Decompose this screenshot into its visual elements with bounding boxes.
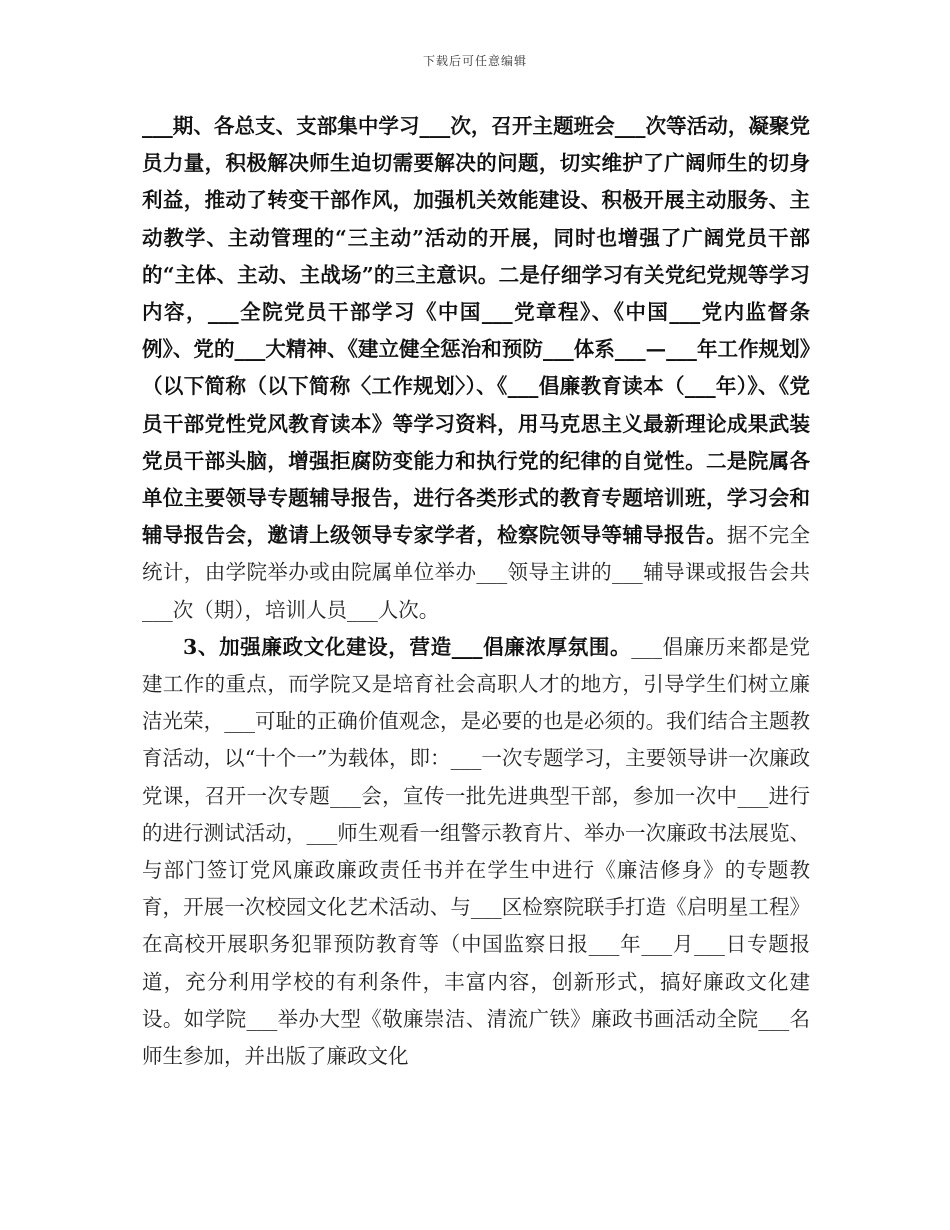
paragraph-1-normal-text: 据不完全统计，由学院举办或由院属单位举办___领导主讲的___辅导课或报告会共___次（期），培训人员___人次。 [142,523,811,622]
page-header: 下载后可任意编辑 [422,54,527,68]
paragraph-1-bold-text: ___期、各总支、支部集中学习___次，召开主题班会___次等活动，凝聚党员力量，积极解决师生迫切需要解决的问题，切实维护了广阔师生的切身利益，推动了转变干部作风，加强机关效能建设、积极开展主动服务、主动教学、主动管理的“三主动”活动的开展，同时也增强了广阔党员干部的“主体、主动、主战场”的三主意识。二是仔细学习有关党纪党规等学习内容，___全院党员干部学习《中国___党章程》、《中国___党内监督条例》、党的___大精神、《建立健全惩治和预防___体系___—___年工作规划》（以下简称（以下简称〈工作规划〉）、《___倡廉教育读本（___年）》、《党员干部党性党风教育读本》等学习资料，用马克思主义最新理论成果武装党员干部头脑，增强拒腐防变能力和执行党的纪律的自觉性。二是院属各单位主要领导专题辅导报告，进行各类形式的教育专题培训班，学习会和辅导报告会，邀请上级领导专家学者，检察院领导等辅导报告。 [142,114,810,548]
document-body [142,108,810,1075]
paragraph-2 [142,629,810,1075]
paragraph-2-normal-text: ___倡廉历来都是党建工作的重点，而学院又是培育社会高职人才的地方，引导学生们树立廉洁光荣，___可耻的正确价值观念，是必要的也是必须的。我们结合主题教育活动，以“十个一”为载体，即：___一次专题学习，主要领导讲一次廉政党课，召开一次专题___会，宣传一批先进典型干部，参加一次中___进行的进行测试活动，___师生观看一组警示教育片、举办一次廉政书法展览、与部门签订党风廉政廉政责任书并在学生中进行《廉洁修身》的专题教育，开展一次校园文化艺术活动、与___区检察院联手打造《启明星工程》在高校开展职务犯罪预防教育等（中国监察日报___年___月___日专题报道，充分利用学校的有利条件，丰富内容，创新形式，搞好廉政文化建设。如学院___举办大型《敬廉崇洁、清流广铁》廉政书画活动全院___名师生参加，并出版了廉政文化 [142,634,811,1069]
paragraph-1 [142,108,810,629]
paragraph-2-heading: 3、加强廉政文化建设，营造___倡廉浓厚氛围。 [183,634,632,659]
